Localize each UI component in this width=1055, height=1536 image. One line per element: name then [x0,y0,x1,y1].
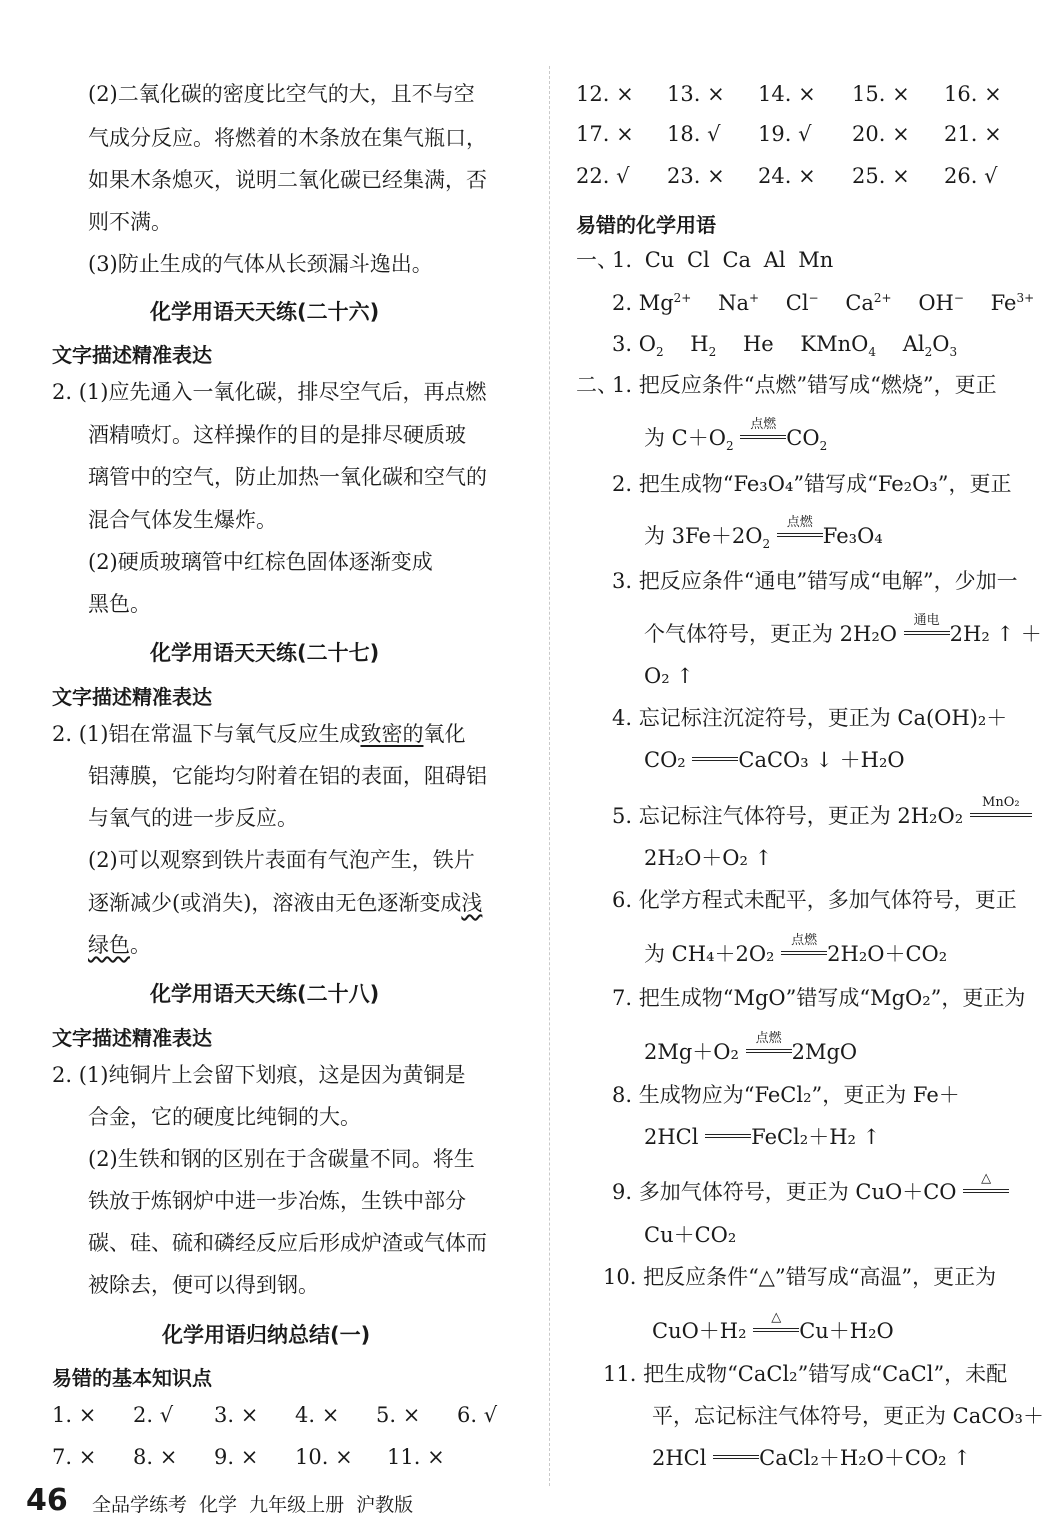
answer-item: 2. √ [133,1403,174,1427]
text-line: 混合气体发生爆炸。 [88,508,277,532]
formula-line: 3. $O_2$ $H_2$ He KMnO$_4$ $Al_2O_3$ [612,332,958,360]
equation-line: 为 $3Fe+2O_2$ 点燃 Fe₃O₄ [644,515,883,552]
answer-item: 23. × [667,164,725,188]
text-line: 铝薄膜，它能均匀附着在铝的表面，阻碍铝 [88,764,487,788]
text-line: 7. 把生成物“MgO”错写成“MgO₂”，更正为 [612,986,1026,1010]
underlined-term: 致密的 [360,722,424,746]
answer-item: 21. × [944,122,1002,146]
text-line: 2. (1)铝在常温下与氧气反应生成致密的氧化 [52,722,466,746]
text-line: 铁放于炼钢炉中进一步冶炼，生铁中部分 [88,1189,466,1213]
text-line: (2)硬质玻璃管中红棕色固体逐渐变成 [88,550,433,574]
reaction-condition: 通电 [904,631,950,641]
answer-item: 16. × [944,82,1002,106]
equation-line: 2Mg＋O₂ 点燃 2MgO [644,1031,858,1064]
text-line: 则不满。 [88,210,172,234]
subheading: 易错的基本知识点 [52,1366,212,1390]
subheading: 文字描述精准表达 [52,343,212,367]
text-line: 平，忘记标注气体符号，更正为 CaCO₃＋ [652,1404,1044,1428]
answer-item: 24. × [758,164,816,188]
answer-item: 18. √ [667,122,721,146]
equation-line: 为 $C+O_2$ 点燃 $CO_2$ [644,417,828,454]
column-divider [549,66,550,1486]
subheading: 文字描述精准表达 [52,685,212,709]
equation-line: 个气体符号，更正为 2H₂O 通电 2H₂ ↑ ＋ [644,613,1042,646]
reaction-condition: 点燃 [777,533,823,543]
answer-item: 8. × [133,1445,178,1469]
text-line: 2. (1)纯铜片上会留下划痕，这是因为黄铜是 [52,1063,466,1087]
text-line: 如果木条熄灭，说明二氧化碳已经集满，否 [88,168,487,192]
text-line: 绿色。 [88,933,151,957]
section-title-26: 化学用语天天练(二十六) [150,300,380,324]
wavy-underlined-term: 绿色 [88,933,130,957]
part-label: 一、 [576,248,618,272]
equation-line: 2HCl FeCl₂＋H₂ ↑ [644,1125,881,1149]
answer-item: 11. × [387,1445,445,1469]
answer-item: 10. × [295,1445,353,1469]
footer-text: 全品学练考 化学 九年级上册 沪教版 [92,1494,414,1516]
equation-line: 9. 多加气体符号，更正为 CuO＋CO △ [612,1182,1009,1203]
text-line: 被除去，便可以得到钢。 [88,1273,319,1297]
answer-item: 5. × [376,1403,421,1427]
text-line: 2H₂O＋O₂ ↑ [644,846,773,870]
text-line: 3. 把反应条件“通电”错写成“电解”，少加一 [612,569,1018,593]
answer-item: 4. × [295,1403,340,1427]
text-line: 10. 把反应条件“△”错写成“高温”，更正为 [603,1265,997,1289]
text-line: (2)生铁和钢的区别在于含碳量不同。将生 [88,1147,475,1171]
part-label: 二、 [576,373,618,397]
equation-line: 为 CH₄＋2O₂ 点燃 2H₂O＋CO₂ [644,933,948,966]
answer-item: 25. × [852,164,910,188]
equals-sign [705,1134,751,1144]
equation-line: 2HCl CaCl₂＋H₂O＋CO₂ ↑ [652,1446,971,1470]
text-line: Cu＋CO₂ [644,1223,737,1247]
answer-item: 1. × [52,1403,97,1427]
reaction-condition: △ [753,1328,799,1338]
subheading: 易错的化学用语 [576,213,716,237]
answer-item: 17. × [576,122,634,146]
answer-item: 15. × [852,82,910,106]
text-line: O₂ ↑ [644,664,694,688]
text-line: 6. 化学方程式未配平，多加气体符号，更正 [612,888,1017,912]
answer-item: 14. × [758,82,816,106]
section-title-summary: 化学用语归纳总结(一) [162,1323,371,1347]
answer-item: 20. × [852,122,910,146]
section-title-28: 化学用语天天练(二十八) [150,982,380,1006]
text-line: 酒精喷灯。这样操作的目的是排尽硬质玻 [88,423,466,447]
section-title-27: 化学用语天天练(二十七) [150,641,380,665]
answer-item: 6. √ [457,1403,498,1427]
equals-sign [713,1455,759,1465]
ion-line: 2. $Mg^{2+}$ Na+ Cl− $Ca^{2+}$ OH− $Fe^{3+}$ [612,291,1035,315]
equation-line: 5. 忘记标注气体符号，更正为 2H₂O₂ MnO₂ [612,806,1032,827]
answer-item: 3. × [214,1403,259,1427]
text-line: 碳、硅、硫和磷经反应后形成炉渣或气体而 [88,1231,487,1255]
text-line: 璃管中的空气，防止加热一氧化碳和空气的 [88,465,487,489]
text-line: 合金，它的硬度比纯铜的大。 [88,1105,361,1129]
text-line: 2. 把生成物“Fe₃O₄”错写成“Fe₂O₃”，更正 [612,472,1012,496]
equation-line: CuO＋H₂ △ Cu＋H₂O [652,1310,894,1343]
reaction-condition: 点燃 [781,951,827,961]
answer-item: 7. × [52,1445,97,1469]
reaction-condition: 点燃 [746,1049,792,1059]
wavy-underlined-term: 浅 [461,891,483,915]
text-line: (3)防止生成的气体从长颈漏斗逸出。 [88,252,433,276]
text-line: (2)可以观察到铁片表面有气泡产生，铁片 [88,848,475,872]
reaction-condition: MnO₂ [970,813,1032,823]
page-number: 46 [26,1483,68,1518]
reaction-condition: 点燃 [740,435,786,445]
text-line: 逐渐减少(或消失)，溶液由无色逐渐变成浅 [88,891,483,915]
equals-sign [692,757,738,767]
text-line: 4. 忘记标注沉淀符号，更正为 Ca(OH)₂＋ [612,706,1008,730]
subheading: 文字描述精准表达 [52,1026,212,1050]
text-line: (2)二氧化碳的密度比空气的大，且不与空 [88,82,475,106]
reaction-condition: △ [963,1189,1009,1199]
answer-item: 22. √ [576,164,630,188]
text-line: 气成分反应。将燃着的木条放在集气瓶口， [88,126,487,150]
answer-item: 19. √ [758,122,812,146]
answer-item: 12. × [576,82,634,106]
text-line: 11. 把生成物“CaCl₂”错写成“CaCl”，未配 [603,1362,1008,1386]
answer-item: 9. × [214,1445,259,1469]
text-line: 2. (1)应先通入一氧化碳，排尽空气后，再点燃 [52,380,487,404]
symbol-line: 1. Cu Cl Ca Al Mn [612,248,834,272]
text-line: 黑色。 [88,592,151,616]
equation-line: CO₂ CaCO₃ ↓ ＋H₂O [644,748,905,772]
text-line: 8. 生成物应为“FeCl₂”，更正为 Fe＋ [612,1083,960,1107]
answer-item: 13. × [667,82,725,106]
text-line: 与氧气的进一步反应。 [88,806,298,830]
answer-item: 26. √ [944,164,998,188]
text-line: 1. 把反应条件“点燃”错写成“燃烧”，更正 [612,373,997,397]
